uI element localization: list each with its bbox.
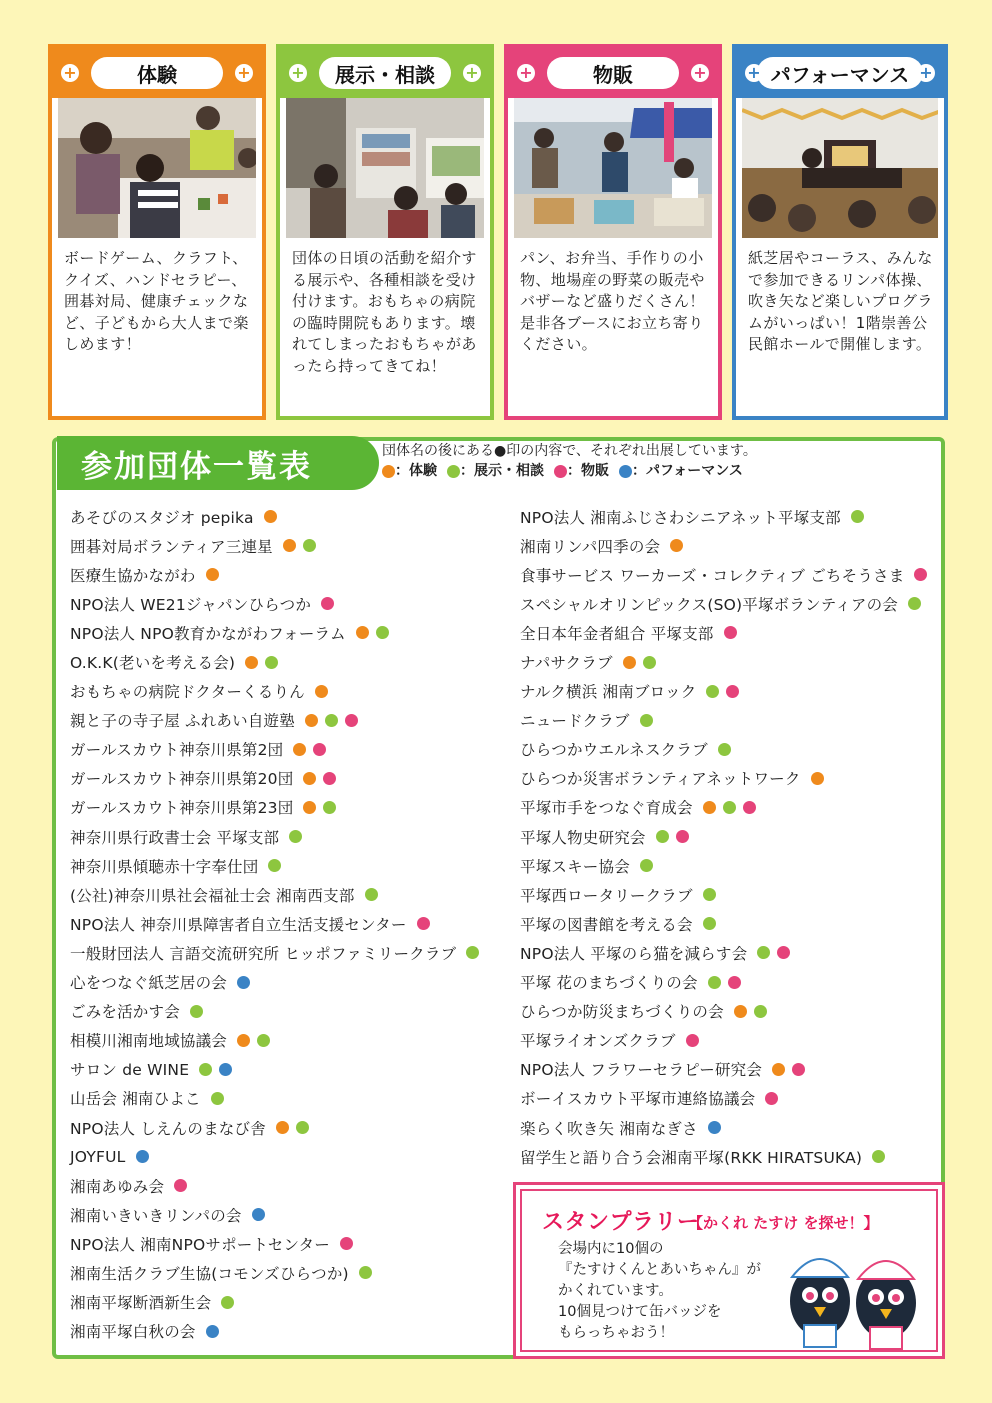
plus-icon: + — [463, 64, 481, 82]
participant-name: 食事サービス ワーカーズ・コレクティブ ごちそうさま — [520, 566, 905, 585]
category-dot-green — [325, 714, 338, 727]
category-dot-green — [303, 539, 316, 552]
participant-name: 湘南リンパ四季の会 — [520, 537, 661, 556]
legend-dot-orange — [382, 465, 395, 478]
participant-row — [70, 531, 490, 560]
participant-row — [520, 1055, 940, 1084]
legend-item — [554, 462, 609, 481]
card-description: 団体の日頃の活動を紹介する展示や、各種相談を受け付けます。おもちゃの病院の臨時開院もあります。壊れてしまったおもちゃがあったら持ってきてね！ — [292, 249, 477, 375]
participant-name: スペシャルオリンピックス(SO)平塚ボランティアの会 — [520, 595, 899, 614]
category-dot-green — [211, 1092, 224, 1105]
category-dot-green — [872, 1150, 885, 1163]
participant-name: O.K.K(老いを考える会) — [70, 654, 236, 673]
category-dot-pink — [728, 976, 741, 989]
category-dot-orange — [276, 1121, 289, 1134]
category-dot-orange — [623, 656, 636, 669]
experience-photo — [58, 98, 256, 238]
legend-label: ：物販 — [567, 463, 609, 479]
participant-row — [70, 1317, 490, 1346]
participant-name: 医療生協かながわ — [70, 566, 196, 585]
participant-name: ガールスカウト神奈川県第20団 — [70, 770, 294, 789]
panel-title: 参加団体一覧表 — [57, 436, 379, 490]
category-cards — [48, 44, 948, 420]
participants-list-left — [70, 502, 490, 1346]
participant-row — [520, 764, 940, 793]
plus-icon: + — [289, 64, 307, 82]
category-dot-orange — [245, 656, 258, 669]
card-title: 展示・相談 — [319, 57, 451, 89]
category-dot-green — [365, 888, 378, 901]
category-dot-orange — [283, 539, 296, 552]
participant-name: 湘南平塚白秋の会 — [70, 1323, 196, 1342]
category-dot-green — [643, 656, 656, 669]
stamp-line: もらっちゃおう！ — [558, 1325, 674, 1341]
participant-name: サロン de WINE — [70, 1061, 190, 1080]
participant-row — [520, 589, 940, 618]
participant-row — [70, 880, 490, 909]
card-description: パン、お弁当、手作りの小物、地場産の野菜の販売やバザーなど盛りだくさん！是非各ブースにお立ち寄りください。 — [520, 249, 705, 353]
participant-name: 平塚市手をつなぐ育成会 — [520, 799, 693, 818]
participant-row — [70, 677, 490, 706]
category-dot-green — [376, 626, 389, 639]
stamp-line: 10個見つけて缶バッジを — [558, 1304, 722, 1320]
participant-row — [520, 909, 940, 938]
category-dot-orange — [293, 743, 306, 756]
participant-row — [70, 1113, 490, 1142]
stamp-line: 会場内に10個の — [558, 1241, 664, 1257]
stamp-line: かくれています。 — [558, 1283, 673, 1299]
mascot-illustration — [778, 1233, 928, 1353]
participant-name: 全日本年金者組合 平塚支部 — [520, 624, 714, 643]
card-sales — [504, 44, 722, 420]
participant-row — [70, 502, 490, 531]
category-dot-pink — [726, 685, 739, 698]
card-header — [736, 48, 944, 98]
card-header — [52, 48, 262, 98]
category-dot-orange — [303, 801, 316, 814]
category-dot-green — [221, 1296, 234, 1309]
participant-row — [70, 909, 490, 938]
participant-name: 平塚の図書館を考える会 — [520, 915, 693, 934]
participant-row — [520, 1026, 940, 1055]
category-dot-blue — [136, 1150, 149, 1163]
participant-name: 平塚人物史研究会 — [520, 828, 646, 847]
category-dot-green — [851, 510, 864, 523]
category-dot-orange — [303, 772, 316, 785]
plus-icon: + — [61, 64, 79, 82]
card-performance — [732, 44, 948, 420]
participant-name: JOYFUL — [70, 1147, 126, 1166]
card-description: 紙芝居やコーラス、みんなで参加できるリンパ体操、吹き矢など楽しいプログラムがいっぱい！1階崇善公民館ホールで開催します。 — [748, 249, 933, 353]
stamp-line: 『たすけくんとあいちゃん』が — [558, 1262, 761, 1278]
card-title: 体験 — [91, 57, 223, 89]
participant-name: NPO法人 神奈川県障害者自立生活支援センター — [70, 915, 407, 934]
participant-row — [70, 1258, 490, 1287]
category-dot-pink — [313, 743, 326, 756]
participant-name: 心をつなぐ紙芝居の会 — [70, 974, 228, 993]
participant-row — [520, 1142, 940, 1171]
mascot-tasuke-icon — [790, 1259, 850, 1347]
participant-row — [70, 735, 490, 764]
category-dot-pink — [686, 1034, 699, 1047]
category-dot-green — [656, 830, 669, 843]
exhibit-photo — [286, 98, 484, 238]
participant-name: NPO法人 WE21ジャパンひらつか — [70, 595, 312, 614]
category-dot-orange — [703, 801, 716, 814]
participant-row — [520, 1084, 940, 1113]
card-title: 物販 — [547, 57, 679, 89]
participant-name: 親と子の寺子屋 ふれあい自遊塾 — [70, 712, 295, 731]
plus-icon: + — [517, 64, 535, 82]
category-dot-blue — [237, 976, 250, 989]
participant-row — [70, 706, 490, 735]
legend-dot-pink — [554, 465, 567, 478]
participant-name: あそびのスタジオ pepika — [70, 508, 254, 527]
performance-photo — [742, 98, 938, 238]
participant-row — [70, 997, 490, 1026]
mascot-ai-chan-icon — [856, 1261, 916, 1349]
category-dot-blue — [708, 1121, 721, 1134]
participant-row — [70, 822, 490, 851]
category-dot-green — [190, 1005, 203, 1018]
stamp-rally-box — [513, 1182, 945, 1359]
category-dot-green — [359, 1266, 372, 1279]
category-dot-blue — [206, 1325, 219, 1338]
participant-row — [70, 1171, 490, 1200]
participant-row — [520, 851, 940, 880]
legend-dot-green — [447, 465, 460, 478]
category-dot-orange — [305, 714, 318, 727]
category-dot-orange — [772, 1063, 785, 1076]
participant-row — [520, 880, 940, 909]
participant-row — [520, 647, 940, 676]
category-dot-pink — [724, 626, 737, 639]
category-dot-green — [296, 1121, 309, 1134]
participant-row — [520, 677, 940, 706]
participant-row — [70, 1229, 490, 1258]
category-dot-orange — [670, 539, 683, 552]
plus-icon: + — [745, 64, 763, 82]
participant-row — [520, 531, 940, 560]
participant-row — [70, 1200, 490, 1229]
participant-row — [520, 735, 940, 764]
participant-name: 囲碁対局ボランティア三連星 — [70, 537, 273, 556]
participant-row — [520, 938, 940, 967]
participant-row — [520, 968, 940, 997]
participant-name: 楽らく吹き矢 湘南なぎさ — [520, 1119, 698, 1138]
category-dot-green — [289, 830, 302, 843]
participant-name: ガールスカウト神奈川県第2団 — [70, 741, 284, 760]
participant-name: ボーイスカウト平塚市連絡協議会 — [520, 1090, 756, 1109]
participant-name: おもちゃの病院ドクターくるりん — [70, 683, 305, 702]
category-dot-pink — [174, 1179, 187, 1192]
plus-icon: + — [691, 64, 709, 82]
category-dot-green — [703, 888, 716, 901]
participant-row — [70, 618, 490, 647]
legend-item — [447, 462, 544, 481]
category-dot-green — [723, 801, 736, 814]
participant-row — [70, 1026, 490, 1055]
category-dot-pink — [323, 772, 336, 785]
category-dot-pink — [914, 568, 927, 581]
category-dot-green — [718, 743, 731, 756]
participant-name: ナルク横浜 湘南ブロック — [520, 683, 697, 702]
participant-name: ひらつかウエルネスクラブ — [520, 741, 708, 760]
legend-label: ：展示・相談 — [460, 463, 544, 479]
category-dot-pink — [676, 830, 689, 843]
legend — [382, 442, 902, 481]
category-dot-green — [265, 656, 278, 669]
participant-row — [520, 1113, 940, 1142]
category-dot-pink — [743, 801, 756, 814]
participant-row — [70, 851, 490, 880]
card-description: ボードゲーム、クラフト、クイズ、ハンドセラピー、囲碁対局、健康チェックなど、子どもから大人まで楽しめます！ — [64, 249, 249, 353]
participant-name: 平塚西ロータリークラブ — [520, 886, 693, 905]
participant-name: 山岳会 湘南ひよこ — [70, 1090, 201, 1109]
stamp-rally-title: スタンプラリー — [542, 1210, 700, 1235]
participant-name: ひらつか災害ボランティアネットワーク — [520, 770, 801, 789]
category-dot-green — [268, 859, 281, 872]
participant-row — [70, 968, 490, 997]
category-dot-pink — [340, 1237, 353, 1250]
participant-name: NPO法人 NPO教育かながわフォーラム — [70, 624, 346, 643]
category-dot-green — [199, 1063, 212, 1076]
category-dot-orange — [734, 1005, 747, 1018]
card-header — [508, 48, 718, 98]
participant-name: ひらつか防災まちづくりの会 — [520, 1003, 724, 1022]
category-dot-orange — [356, 626, 369, 639]
legend-item — [619, 462, 743, 481]
legend-item — [382, 462, 437, 481]
stamp-rally-body — [558, 1239, 761, 1344]
category-dot-orange — [811, 772, 824, 785]
category-dot-green — [640, 859, 653, 872]
category-dot-pink — [765, 1092, 778, 1105]
participant-row — [520, 502, 940, 531]
category-dot-blue — [219, 1063, 232, 1076]
participant-name: NPO法人 湘南NPOサポートセンター — [70, 1235, 330, 1254]
participant-row — [520, 997, 940, 1026]
participant-row — [520, 560, 940, 589]
participant-row — [70, 647, 490, 676]
category-dot-pink — [777, 946, 790, 959]
category-dot-pink — [345, 714, 358, 727]
participant-name: 平塚スキー協会 — [520, 857, 630, 876]
category-dot-pink — [417, 917, 430, 930]
participant-name: (公社)神奈川県社会福祉士会 湘南西支部 — [70, 886, 355, 905]
card-experience — [48, 44, 266, 420]
category-dot-green — [466, 946, 479, 959]
category-dot-pink — [792, 1063, 805, 1076]
category-dot-green — [706, 685, 719, 698]
participant-row — [70, 1288, 490, 1317]
participant-row — [70, 1055, 490, 1084]
card-header — [280, 48, 490, 98]
participant-name: 湘南いきいきリンパの会 — [70, 1206, 242, 1225]
legend-note: 団体名の後にある●印の内容で、それぞれ出展しています。 — [382, 443, 757, 459]
participant-name: NPO法人 平塚のら猫を減らす会 — [520, 944, 748, 963]
stamp-rally-subtitle: 【かくれ たすけ を探せ！】 — [688, 1214, 879, 1232]
participant-name: NPO法人 フラワーセラピー研究会 — [520, 1061, 763, 1080]
plus-icon: + — [917, 64, 935, 82]
participant-name: 相模川湘南地域協議会 — [70, 1032, 228, 1051]
category-dot-orange — [206, 568, 219, 581]
category-dot-green — [703, 917, 716, 930]
participant-row — [520, 793, 940, 822]
category-dot-green — [754, 1005, 767, 1018]
legend-items — [382, 462, 902, 481]
category-dot-blue — [252, 1208, 265, 1221]
legend-label: ：体験 — [395, 463, 437, 479]
sales-photo — [514, 98, 712, 238]
legend-label: ：パフォーマンス — [632, 463, 743, 479]
participant-name: ガールスカウト神奈川県第23団 — [70, 799, 294, 818]
category-dot-green — [757, 946, 770, 959]
category-dot-green — [708, 976, 721, 989]
category-dot-pink — [321, 597, 334, 610]
participant-row — [70, 1142, 490, 1171]
participant-name: ナパサクラブ — [520, 654, 613, 673]
participant-name: ニュードクラブ — [520, 712, 630, 731]
participant-name: ごみを活かす会 — [70, 1003, 180, 1022]
participant-name: 神奈川県行政書士会 平塚支部 — [70, 828, 280, 847]
participants-list-right — [520, 502, 940, 1171]
participant-row — [70, 1084, 490, 1113]
category-dot-green — [640, 714, 653, 727]
legend-dot-blue — [619, 465, 632, 478]
participant-name: 平塚ライオンズクラブ — [520, 1032, 676, 1051]
category-dot-orange — [237, 1034, 250, 1047]
participant-name: 湘南生活クラブ生協(コモンズひらつか) — [70, 1264, 349, 1283]
card-title: パフォーマンス — [757, 57, 923, 89]
plus-icon: + — [235, 64, 253, 82]
category-dot-green — [323, 801, 336, 814]
card-exhibit — [276, 44, 494, 420]
participant-name: 湘南あゆみ会 — [70, 1177, 165, 1196]
participant-name: NPO法人 湘南ふじさわシニアネット平塚支部 — [520, 508, 841, 527]
participant-row — [520, 822, 940, 851]
participant-row — [70, 938, 490, 967]
participant-name: 神奈川県傾聴赤十字奉仕団 — [70, 857, 259, 876]
participant-row — [520, 706, 940, 735]
participant-row — [70, 793, 490, 822]
participant-name: 湘南平塚断酒新生会 — [70, 1294, 212, 1313]
participant-row — [520, 618, 940, 647]
participant-row — [70, 560, 490, 589]
category-dot-green — [908, 597, 921, 610]
category-dot-green — [257, 1034, 270, 1047]
category-dot-orange — [315, 685, 328, 698]
participant-name: 一般財団法人 言語交流研究所 ヒッポファミリークラブ — [70, 944, 457, 963]
participant-name: 留学生と語り合う会湘南平塚(RKK HIRATSUKA) — [520, 1148, 863, 1167]
participant-row — [70, 589, 490, 618]
participant-row — [70, 764, 490, 793]
participant-name: 平塚 花のまちづくりの会 — [520, 974, 698, 993]
category-dot-orange — [264, 510, 277, 523]
participant-name: NPO法人 しえんのまなび舎 — [70, 1119, 266, 1138]
